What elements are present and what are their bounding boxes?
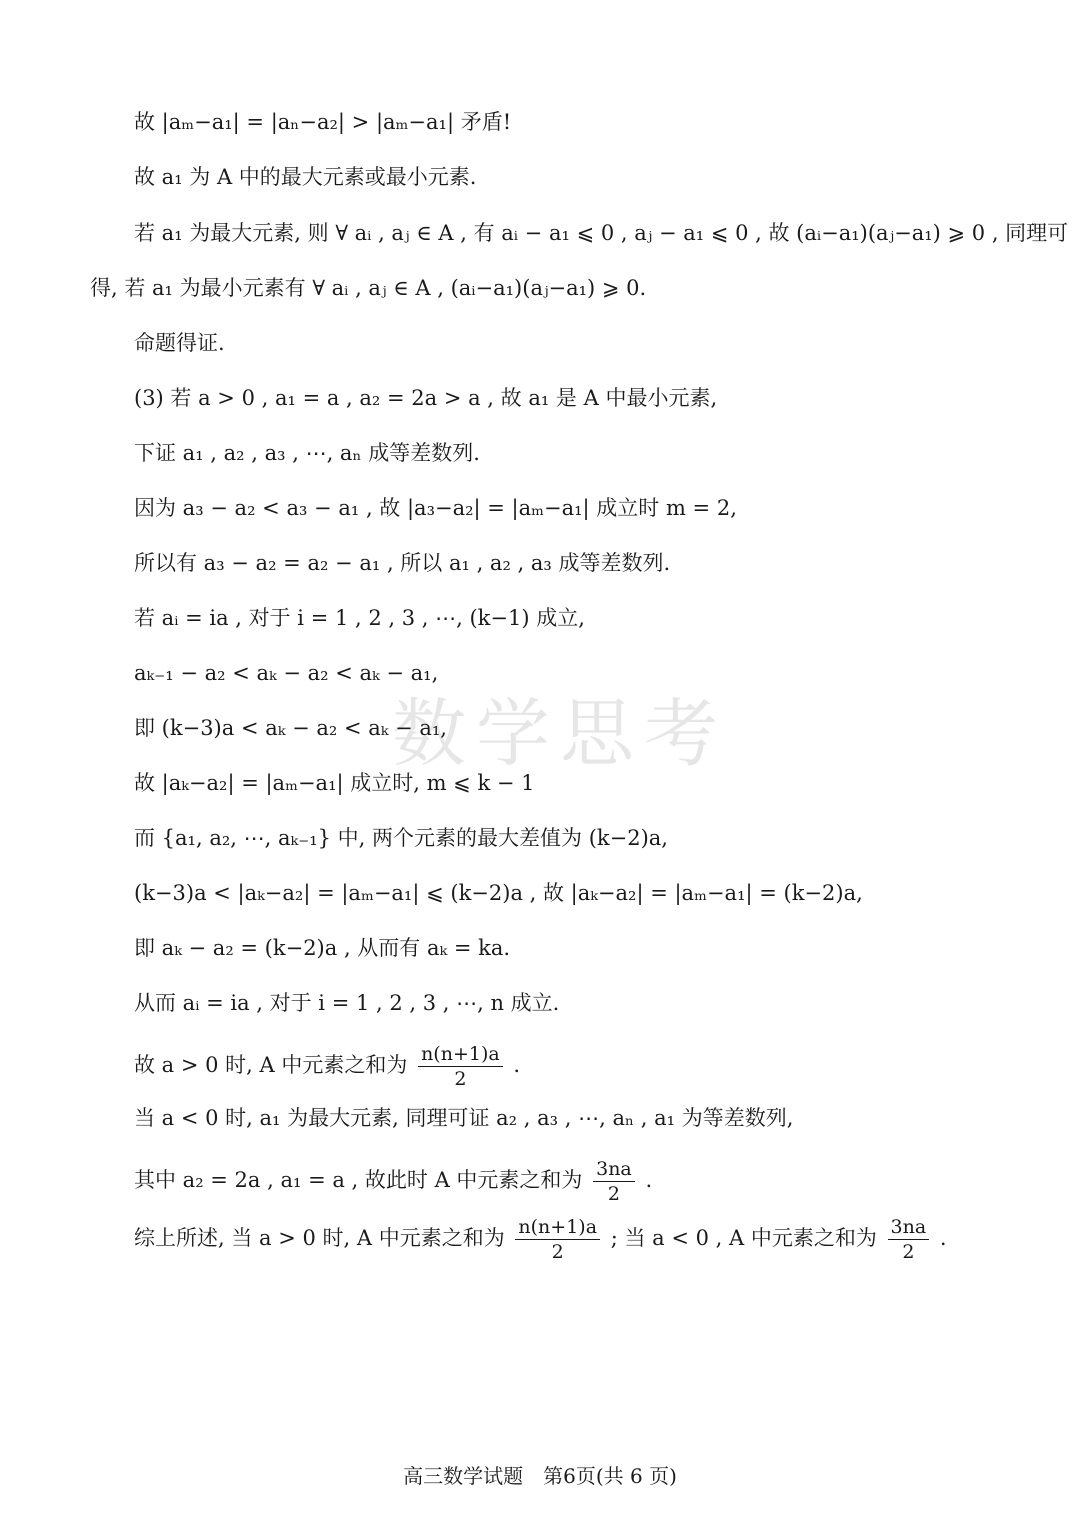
part3-line-induction: 若 aᵢ = ia , 对于 i = 1 , 2 , 3 , ⋯, (k−1) 成立,: [134, 606, 585, 630]
proof-line-contradiction: 故 |aₘ−a₁| = |aₙ−a₂| > |aₘ−a₁| 矛盾!: [134, 110, 512, 134]
fraction: [515, 1215, 600, 1264]
part3-line-intro: (3) 若 a > 0 , a₁ = a , a₂ = 2a > a , 故 a₁ 是 A 中最小元素,: [134, 386, 718, 410]
fraction-numerator: n(n+1)a: [515, 1215, 600, 1240]
page-footer: 高三数学试题 第6页(共 6 页): [403, 1464, 677, 1488]
part3-line-chain: (k−3)a < |aₖ−a₂| = |aₘ−a₁| ⩽ (k−2)a , 故 |aₖ−a₂| = |aₘ−a₁| = (k−2)a,: [134, 881, 863, 905]
fraction: [593, 1157, 635, 1206]
part3-line-max-diff: 而 {a₁, a₂, ⋯, aₖ₋₁} 中, 两个元素的最大差值为 (k−2)a,: [134, 826, 668, 850]
part3-line-sum-negative: [134, 1157, 652, 1206]
sum-positive-period: .: [513, 1053, 521, 1077]
part3-line-m-bound: 故 |aₖ−a₂| = |aₘ−a₁| 成立时, m ⩽ k − 1: [134, 771, 535, 795]
part3-line-claim: 下证 a₁ , a₂ , a₃ , ⋯, aₙ 成等差数列.: [134, 441, 480, 465]
sum-negative-period: .: [645, 1168, 653, 1192]
fraction: [888, 1215, 930, 1264]
part3-line-inequality: aₖ₋₁ − a₂ < aₖ − a₂ < aₖ − a₁,: [134, 661, 439, 685]
fraction-numerator: n(n+1)a: [418, 1042, 503, 1067]
part3-line-because: 因为 a₃ − a₂ < a₃ − a₁ , 故 |a₃−a₂| = |aₘ−a₁| 成立时 m = 2,: [134, 496, 737, 520]
fraction: [418, 1042, 503, 1091]
final-summary-line: [134, 1215, 947, 1264]
summary-period: .: [939, 1226, 947, 1250]
fraction-numerator: 3na: [888, 1215, 930, 1240]
fraction-denominator: 2: [607, 1183, 620, 1205]
summary-text-positive: 综上所述, 当 a > 0 时, A 中元素之和为: [134, 1226, 505, 1250]
watermark: 数学思考: [392, 691, 728, 777]
fraction-numerator: 3na: [593, 1157, 635, 1182]
part3-line-arith: 所以有 a₃ − a₂ = a₂ − a₁ , 所以 a₁ , a₂ , a₃ 成等差数列.: [134, 551, 671, 575]
part3-line-all-i: 从而 aᵢ = ia , 对于 i = 1 , 2 , 3 , ⋯, n 成立.: [134, 991, 560, 1015]
part3-line-negative-case: 当 a < 0 时, a₁ 为最大元素, 同理可证 a₂ , a₃ , ⋯, aₙ , a₁ 为等差数列,: [134, 1106, 794, 1130]
proof-line-max-case: 若 a₁ 为最大元素, 则 ∀ aᵢ , aⱼ ∈ A , 有 aᵢ − a₁ ⩽ 0 , aⱼ − a₁ ⩽ 0 , 故 (aᵢ−a₁)(aⱼ−a₁) ⩾ 0 , 同理可: [134, 221, 1069, 245]
proof-line-qed: 命题得证.: [134, 331, 225, 355]
part3-line-sum-positive: [134, 1042, 520, 1091]
proof-line-conclusion: 故 a₁ 为 A 中的最大元素或最小元素.: [134, 165, 477, 189]
summary-text-negative: ; 当 a < 0 , A 中元素之和为: [610, 1226, 877, 1250]
fraction-denominator: 2: [551, 1241, 564, 1263]
fraction-denominator: 2: [902, 1241, 915, 1263]
sum-positive-text: 故 a > 0 时, A 中元素之和为: [134, 1053, 408, 1077]
sum-negative-text: 其中 a₂ = 2a , a₁ = a , 故此时 A 中元素之和为: [134, 1168, 583, 1192]
fraction-denominator: 2: [454, 1068, 467, 1090]
proof-line-min-case: 得, 若 a₁ 为最小元素有 ∀ aᵢ , aⱼ ∈ A , (aᵢ−a₁)(aⱼ−a₁) ⩾ 0.: [90, 276, 647, 300]
part3-line-bound: 即 (k−3)a < aₖ − a₂ < aₖ − a₁,: [134, 716, 447, 740]
part3-line-ak: 即 aₖ − a₂ = (k−2)a , 从而有 aₖ = ka.: [134, 936, 511, 960]
